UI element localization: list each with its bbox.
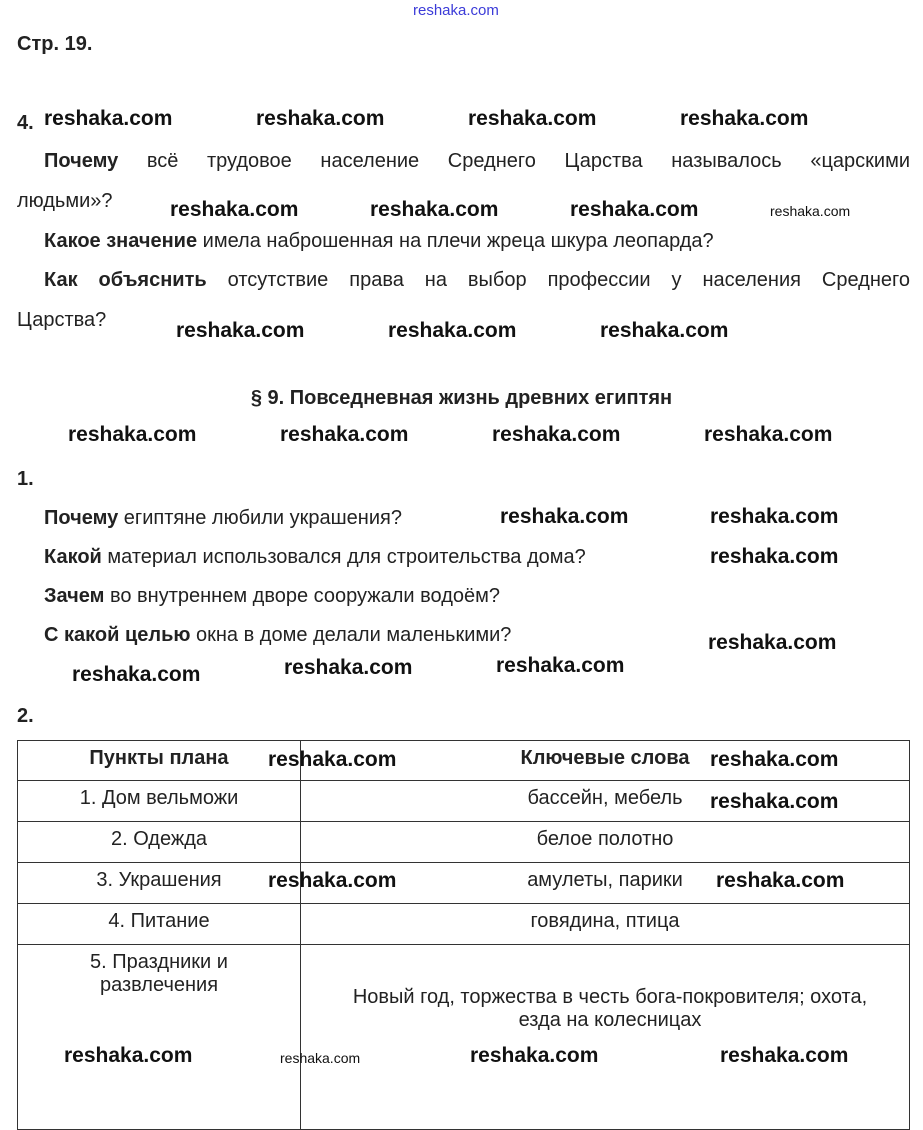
watermark: reshaka.com (268, 869, 397, 892)
keywords: амулеты, парики (301, 863, 910, 904)
watermark: reshaka.com (704, 423, 833, 446)
plan-item: 2. Одежда (18, 822, 301, 863)
table-row (18, 822, 910, 863)
watermark: reshaka.com (500, 505, 629, 528)
plan-item: 1. Дом вельможи (18, 781, 301, 822)
watermark: reshaka.com (280, 1050, 361, 1066)
watermark: reshaka.com (176, 319, 305, 342)
question-text: окна в доме делали маленькими? (190, 624, 512, 646)
watermark: reshaka.com (284, 656, 413, 679)
task-4-question-1 (44, 150, 910, 173)
question-keyword: Какое значение (44, 230, 198, 252)
task-2-number: 2. (17, 705, 34, 727)
header-plan-items: Пункты плана (18, 741, 301, 781)
keywords: бассейн, мебель (301, 781, 910, 822)
section-title: § 9. Повседневная жизнь древних египтян (250, 387, 673, 409)
question-keyword: Почему (44, 507, 119, 529)
watermark: reshaka.com (680, 107, 809, 130)
watermark: reshaka.com (770, 203, 851, 219)
task-4-question-3 (44, 269, 910, 292)
watermark: reshaka.com (72, 663, 201, 686)
task-4-question-3-cont: Царства? (17, 309, 107, 331)
keywords: говядина, птица (301, 904, 910, 945)
watermark: reshaka.com (68, 423, 197, 446)
watermark: reshaka.com (468, 107, 597, 130)
question-text: имела наброшенная на плечи жреца шкура леопарда? (197, 230, 714, 252)
plan-item: 4. Питание (18, 904, 301, 945)
question-keyword: С какой целью (44, 624, 191, 646)
plan-item: 3. Украшения (18, 863, 301, 904)
watermark: reshaka.com (44, 107, 173, 130)
question-keyword: Зачем (44, 585, 105, 607)
page-label: Стр. 19. (17, 33, 93, 55)
header-keywords: Ключевые слова (301, 741, 910, 781)
watermark: reshaka.com (268, 748, 397, 771)
watermark: reshaka.com (710, 748, 839, 771)
question-keyword: Почему (44, 150, 119, 172)
task-4-question-2 (44, 230, 714, 253)
watermark: reshaka.com (496, 654, 625, 677)
watermark: reshaka.com (470, 1044, 599, 1067)
task-4-question-1-cont: людьми»? (17, 190, 113, 212)
watermark: reshaka.com (708, 631, 837, 654)
watermark: reshaka.com (710, 545, 839, 568)
keywords: Новый год, торжества в честь бога-покровителя; охота, езда на колесницах (301, 945, 910, 1130)
plan-item: 5. Праздники и развлечения (18, 945, 301, 1130)
watermark: reshaka.com (64, 1044, 193, 1067)
watermark: reshaka.com (710, 790, 839, 813)
table-row (18, 904, 910, 945)
question-keyword: Как объяснить (44, 269, 207, 291)
watermark: reshaka.com (716, 869, 845, 892)
question-text: во внутреннем дворе сооружали водоём? (104, 585, 501, 607)
watermark: reshaka.com (370, 198, 499, 221)
table-row (18, 945, 910, 1130)
watermark: reshaka.com (570, 198, 699, 221)
watermark: reshaka.com (256, 107, 385, 130)
task-1-question-4 (44, 624, 511, 647)
task-1-number: 1. (17, 468, 34, 490)
question-text: всё трудовое население Среднего Царства называлось «царскими (118, 150, 910, 172)
site-watermark-top[interactable]: reshaka.com (413, 2, 499, 19)
watermark: reshaka.com (280, 423, 409, 446)
watermark: reshaka.com (492, 423, 621, 446)
task-4-number: 4. (17, 112, 34, 134)
keywords: белое полотно (301, 822, 910, 863)
watermark: reshaka.com (720, 1044, 849, 1067)
question-keyword: Какой (44, 546, 102, 568)
watermark: reshaka.com (170, 198, 299, 221)
task-1-question-1 (44, 507, 402, 530)
watermark: reshaka.com (388, 319, 517, 342)
task-1-question-2 (44, 546, 586, 569)
watermark: reshaka.com (710, 505, 839, 528)
watermark: reshaka.com (600, 319, 729, 342)
question-text: материал использовался для строительства дома? (101, 546, 586, 568)
task-1-question-3 (44, 585, 500, 608)
question-text: отсутствие права на выбор профессии у населения Среднего (206, 269, 910, 291)
question-text: египтяне любили украшения? (118, 507, 402, 529)
